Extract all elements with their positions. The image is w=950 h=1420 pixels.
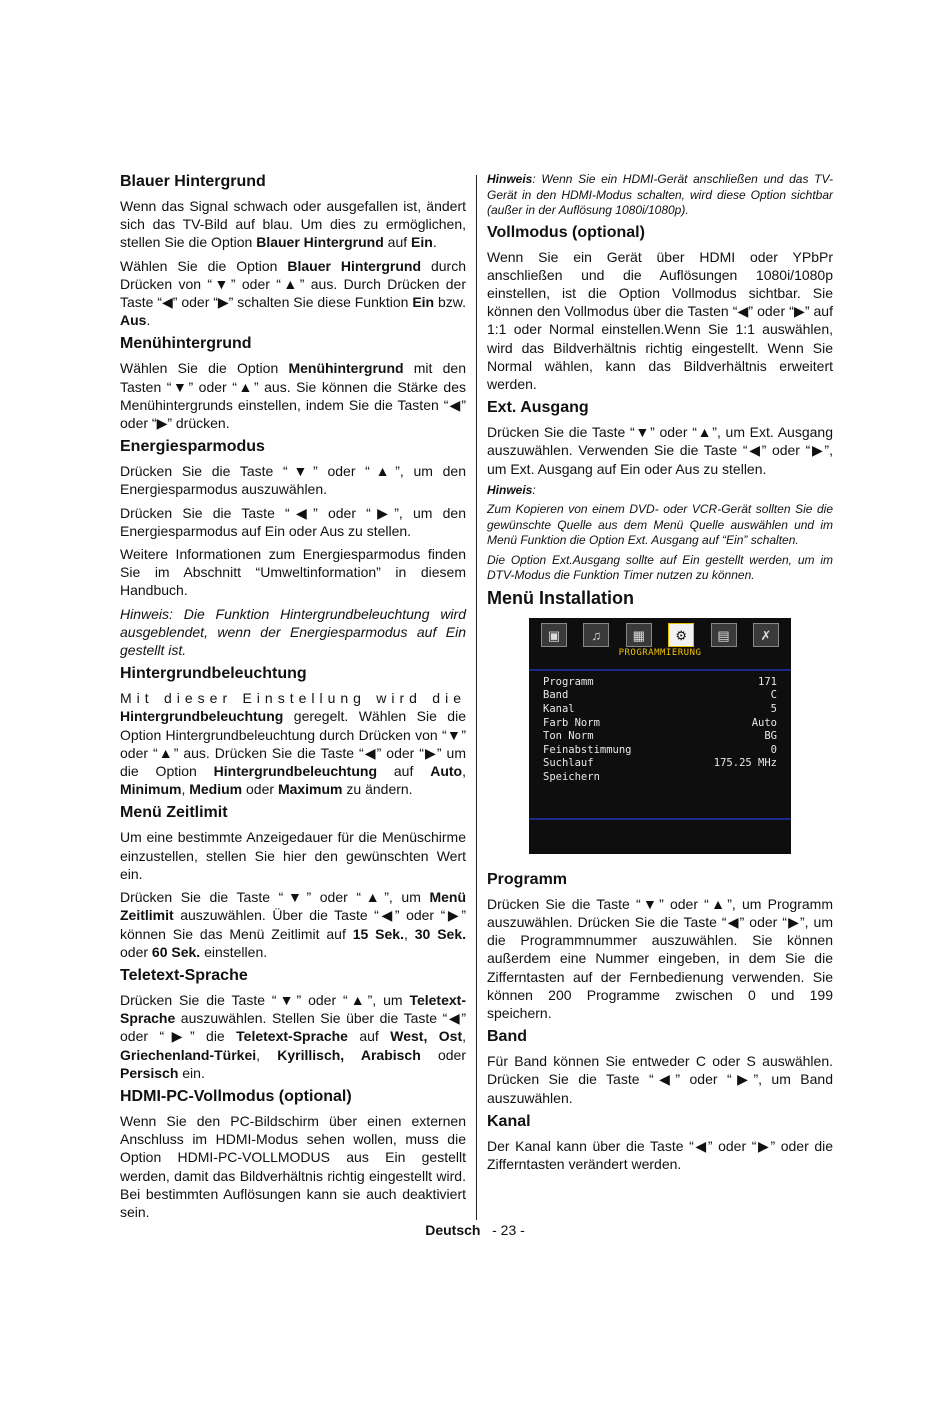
paragraph: Mit dieser Einstellung wird die Hintergrundbeleuchtung geregelt. Wählen Sie die Option Hintergrundbeleuchtung durch Drücken von “▼” oder “▲” aus. Drücken Sie die Taste “◀” oder “▶” um die Option Hintergrundbeleuchtung auf Auto, Minimum, Medium oder Maximum zu ändern. xyxy=(120,690,466,798)
section-title: Kanal xyxy=(487,1112,531,1130)
paragraph: Wenn Sie ein Gerät über HDMI oder YPbPr anschließen und die Auflösungen 1080i/1080p einstellen, ist die Option Vollmodus sichtbar. Sie können den Vollmodus über die Tasten “◀” oder “▶” auf 1:1 oder Normal einstellen.Wenn Sie 1:1 auswählen, wird das Bildverhältnis richtig eingestellt. Wenn Sie Normal wählen, kann das Bildverhältnis erweitert werden. xyxy=(487,248,833,392)
tv-menu-separator xyxy=(529,818,791,820)
tv-menu-row[interactable] xyxy=(543,717,777,731)
tv-menu-row-label: Feinabstimmung xyxy=(543,743,632,756)
column-divider xyxy=(476,175,477,1220)
paragraph: Für Band können Sie entweder C oder S auswählen. Drücken Sie die Taste “◀” oder “▶”, um Band auszuwählen. xyxy=(487,1053,833,1106)
tv-menu-separator xyxy=(529,669,791,671)
tv-menu-row[interactable] xyxy=(543,730,777,744)
tv-menu-row[interactable] xyxy=(543,757,777,771)
paragraph: Der Kanal kann über die Taste “◀” oder “▶” oder die Zifferntasten verändert werden. xyxy=(487,1137,833,1172)
section-title: Energiesparmodus xyxy=(120,438,265,456)
paragraph: Drücken Sie die Taste “▼” oder “▲”, um den Energiesparmodus auszuwählen. xyxy=(120,463,466,498)
tv-menu-row-value: C xyxy=(770,689,777,702)
section-title: Menühintergrund xyxy=(120,335,252,353)
hint-note: Die Option Ext.Ausgang sollte auf Ein gestellt werden, um im DTV-Modus die Funktion Timer nutzen zu können. xyxy=(487,552,833,583)
paragraph: Drücken Sie die Taste “▼” oder “▲”, um Programm auszuwählen. Drücken Sie die Taste “◀” oder “▶”, um die Programmnummer auszuwählen. Sie können außerdem eine Nummer eingeben, in dem Sie die Zifferntasten auf der Fernbedienung verwenden. Sie können 200 Programme zwischen 0 und 199 speichern. xyxy=(487,895,833,1021)
tv-menu-row-label: Farb Norm xyxy=(543,716,600,729)
features-icon[interactable]: ✗ xyxy=(753,623,779,647)
page-footer xyxy=(0,1222,950,1238)
tv-menu-title: PROGRAMMIERUNG xyxy=(618,647,702,658)
paragraph: Drücken Sie die Taste “▼” oder “▲”, um Menü Zeitlimit auszuwählen. Über die Taste “◀” oder “▶” können Sie das Menü Zeitlimit auf 15 Sek., 30 Sek. oder 60 Sek. einstellen. xyxy=(120,889,467,960)
section-title: Hintergrundbeleuchtung xyxy=(120,665,307,683)
paragraph: Wenn das Signal schwach oder ausgefallen ist, ändert sich das TV-Bild auf blau. Um dies zu ermöglichen, stellen Sie die Option Blauer Hintergrund auf Ein. xyxy=(120,198,466,251)
tv-menu-row-label: Kanal xyxy=(543,702,575,715)
hint-label: Hinweis: xyxy=(487,482,536,497)
section-title: Menü Zeitlimit xyxy=(120,804,228,822)
tv-menu-row[interactable] xyxy=(543,771,777,785)
tv-menu-row-label: Band xyxy=(543,689,569,702)
tv-menu-icon-bar xyxy=(541,623,779,651)
tv-menu-list xyxy=(543,676,777,785)
tv-menu-row-label: Speichern xyxy=(543,770,600,783)
hint-note: Hinweis: Wenn Sie ein HDMI-Gerät anschließen und das TV-Gerät in den HDMI-Modus schalten, wird diese Option sichtbar (außer in der Auflösung 1080i/1080p). xyxy=(487,172,833,217)
tv-menu-row-value: 0 xyxy=(770,743,777,756)
tv-menu-row[interactable] xyxy=(543,703,777,717)
section-title: Teletext-Sprache xyxy=(120,966,248,984)
tv-menu-row-value: 171 xyxy=(758,675,777,688)
tv-menu-row-value: BG xyxy=(764,730,777,743)
tv-menu-row[interactable] xyxy=(543,744,777,758)
paragraph: Um eine bestimmte Anzeigedauer für die Menüschirme einzustellen, stellen Sie hier den gewünschten Wert ein. xyxy=(120,829,466,882)
paragraph: Drücken Sie die Taste “◀” oder “▶”, um den Energiesparmodus auf Ein oder Aus zu stellen. xyxy=(120,504,466,539)
hint-paragraph: Hinweis: Die Funktion Hintergrundbeleuchtung wird ausgeblendet, wenn der Energiesparmodus auf Ein gestellt ist. xyxy=(120,605,466,659)
section-title: Ext. Ausgang xyxy=(487,399,589,417)
paragraph: Drücken Sie die Taste “▼” oder “▲”, um Ext. Ausgang auszuwählen. Verwenden Sie die Taste “◀” oder “▶”, um Ext. Ausgang auf Ein oder Aus zu stellen. xyxy=(487,424,833,477)
paragraph: Drücken Sie die Taste “▼” oder “▲”, um Teletext-Sprache auszuwählen. Stellen Sie über die Taste “◀” oder “▶” die Teletext-Sprache auf West, Ost, Griechenland-Türkei, Kyrillisch, Arabisch oder Persisch ein. xyxy=(120,991,467,1081)
source-icon[interactable]: ▤ xyxy=(711,623,737,647)
hint-note: Zum Kopieren von einem DVD- oder VCR-Gerät sollten Sie die gewünschte Quelle aus dem Menü Quelle auswählen und im Menü Funktion die Option Ext. Ausgang auf “Ein” schalten. xyxy=(487,502,833,548)
tv-menu-row-label: Programm xyxy=(543,675,594,688)
tv-menu-row[interactable] xyxy=(543,676,777,690)
section-title: Vollmodus (optional) xyxy=(487,223,645,241)
section-title: Menü Installation xyxy=(487,587,635,608)
picture-icon[interactable]: ▣ xyxy=(541,623,567,647)
section-title: Blauer Hintergrund xyxy=(120,173,266,190)
tv-menu-row-value: 175.25 MHz xyxy=(713,757,777,770)
paragraph: Wenn Sie den PC-Bildschirm über einen externen Anschluss im HDMI-Modus sehen wollen, muss die Option HDMI-PC-VOLLMODUS aus Ein gestellt werden, damit das Bildverhältnis richtig eingestellt wird. Bei bestimmten Auflösungen kann sie auch deaktiviert sein. xyxy=(120,1112,466,1220)
tv-menu-row-label: Ton Norm xyxy=(543,730,594,743)
right-column xyxy=(487,172,833,1178)
tv-menu-row-value: Auto xyxy=(751,716,777,729)
tv-menu-row[interactable] xyxy=(543,689,777,703)
installation-icon[interactable]: ⚙ xyxy=(668,623,694,647)
footer-language: Deutsch xyxy=(425,1222,481,1238)
settings-icon[interactable]: ▦ xyxy=(626,623,652,647)
left-column xyxy=(120,172,466,1226)
section-title: Programm xyxy=(487,870,568,888)
tv-menu-row-value: 5 xyxy=(770,702,777,715)
sound-icon[interactable]: ♫ xyxy=(583,623,609,647)
paragraph: Wählen Sie die Option Blauer Hintergrund durch Drücken von “▼” oder “▲” aus. Durch Drücken der Taste “◀” oder “▶” schalten Sie diese Funktion Ein bzw. Aus. xyxy=(120,257,467,329)
tv-installation-menu xyxy=(529,618,791,854)
page-number: - 23 - xyxy=(492,1222,525,1238)
paragraph: Wählen Sie die Option Menühintergrund mit den Tasten “▼” oder “▲” aus. Sie können die Stärke des Menühintergrunds einstellen, indem Sie die Tasten “◀” oder “▶” drücken. xyxy=(120,360,466,432)
section-title: HDMI-PC-Vollmodus (optional) xyxy=(120,1087,352,1105)
tv-menu-row-label: Suchlauf xyxy=(543,757,594,770)
paragraph: Weitere Informationen zum Energiesparmodus finden Sie im Abschnitt “Umweltinformation” in diesem Handbuch. xyxy=(120,546,466,599)
section-title: Band xyxy=(487,1028,527,1046)
